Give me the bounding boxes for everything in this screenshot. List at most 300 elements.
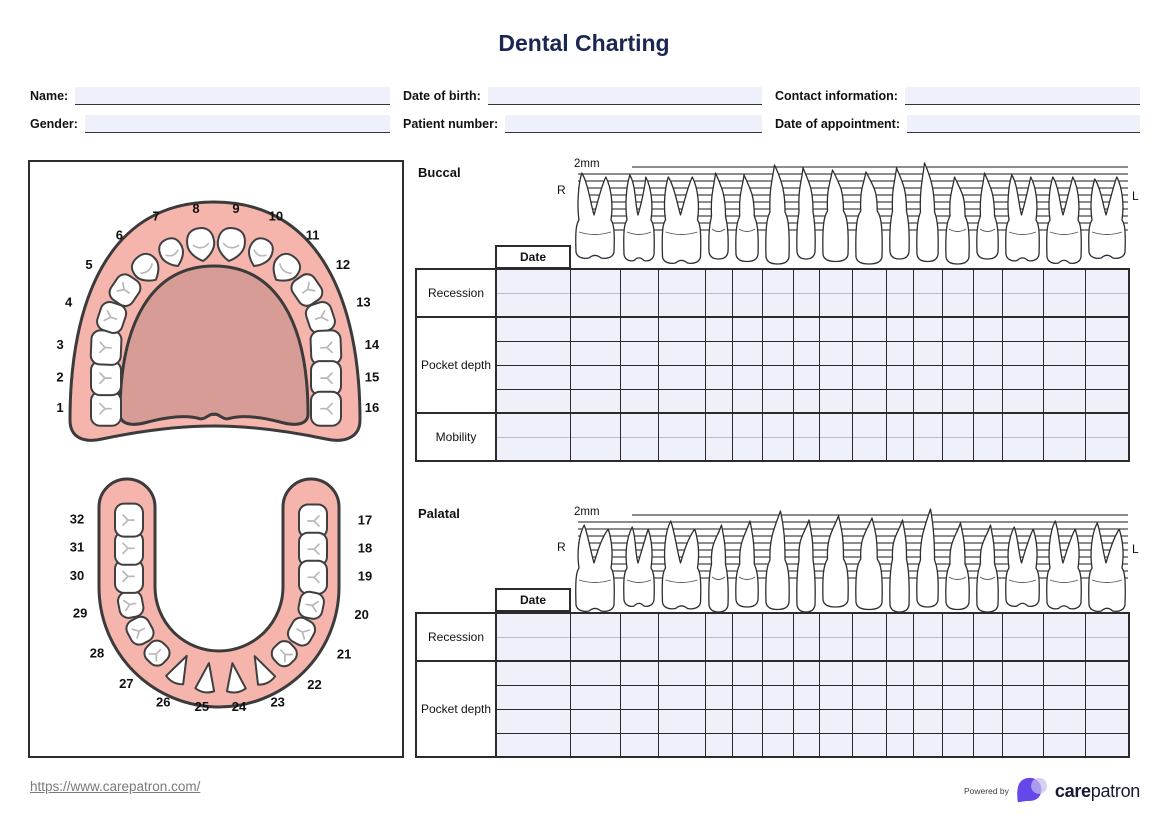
svg-text:11: 11 (305, 227, 320, 243)
grid-cell[interactable] (973, 637, 1002, 661)
grid-cell[interactable] (913, 637, 942, 661)
grid-cell[interactable] (886, 317, 913, 341)
name-input[interactable] (75, 87, 390, 105)
grid-cell[interactable] (496, 661, 570, 685)
grid-cell[interactable] (942, 341, 973, 365)
grid-cell[interactable] (886, 733, 913, 757)
grid-cell[interactable] (732, 709, 762, 733)
grid-cell[interactable] (732, 637, 762, 661)
grid-cell[interactable] (973, 341, 1002, 365)
grid-cell[interactable] (496, 709, 570, 733)
grid-cell[interactable] (973, 269, 1002, 293)
grid-cell[interactable] (1085, 389, 1129, 413)
grid-cell[interactable] (658, 685, 705, 709)
grid-cell[interactable] (570, 269, 620, 293)
grid-cell[interactable] (1085, 685, 1129, 709)
grid-cell[interactable] (793, 733, 819, 757)
svg-text:31: 31 (69, 539, 85, 555)
svg-text:19: 19 (357, 568, 373, 584)
grid-cell[interactable] (620, 269, 658, 293)
field-date-of-appointment (775, 113, 1140, 133)
grid-cell[interactable] (886, 637, 913, 661)
grid-cell[interactable] (1002, 733, 1043, 757)
grid-cell[interactable] (973, 365, 1002, 389)
grid-cell[interactable] (705, 709, 732, 733)
grid-cell[interactable] (658, 637, 705, 661)
svg-text:4: 4 (64, 294, 73, 310)
grid-cell[interactable] (732, 341, 762, 365)
grid-cell[interactable] (913, 733, 942, 757)
grid-cell[interactable] (658, 389, 705, 413)
grid-cell[interactable] (913, 709, 942, 733)
carepatron-logo-icon (1015, 776, 1049, 806)
grid-cell[interactable] (886, 269, 913, 293)
palatal-left-label: L (1132, 542, 1139, 556)
grid-cell[interactable] (1085, 365, 1129, 389)
grid-cell[interactable] (1002, 613, 1043, 637)
grid-cell[interactable] (1002, 685, 1043, 709)
grid-cell[interactable] (1002, 293, 1043, 317)
grid-cell[interactable] (1043, 661, 1085, 685)
grid-cell[interactable] (620, 389, 658, 413)
grid-cell[interactable] (913, 365, 942, 389)
grid-cell[interactable] (942, 661, 973, 685)
field-contact-information (775, 85, 1140, 105)
grid-cell[interactable] (705, 365, 732, 389)
name-label: Name: (30, 89, 69, 103)
grid-cell[interactable] (496, 437, 570, 461)
powered-by-label: Powered by (964, 786, 1009, 796)
grid-cell[interactable] (793, 269, 819, 293)
grid-cell[interactable] (762, 413, 793, 437)
grid-cell[interactable] (620, 437, 658, 461)
grid-cell[interactable] (1043, 389, 1085, 413)
svg-text:10: 10 (268, 208, 284, 224)
grid-cell[interactable] (658, 365, 705, 389)
grid-cell[interactable] (793, 437, 819, 461)
grid-cell[interactable] (496, 365, 570, 389)
grid-cell[interactable] (1002, 413, 1043, 437)
svg-text:7: 7 (152, 208, 160, 224)
grid-cell[interactable] (496, 317, 570, 341)
grid-cell[interactable] (658, 269, 705, 293)
grid-cell[interactable] (973, 733, 1002, 757)
buccal-chart-table (415, 268, 1130, 462)
row-label: Pocket depth (416, 317, 496, 413)
grid-cell[interactable] (705, 637, 732, 661)
grid-cell[interactable] (1002, 317, 1043, 341)
grid-cell[interactable] (570, 709, 620, 733)
grid-cell[interactable] (819, 685, 852, 709)
grid-cell[interactable] (570, 437, 620, 461)
grid-cell[interactable] (819, 413, 852, 437)
grid-cell[interactable] (620, 413, 658, 437)
grid-cell[interactable] (658, 709, 705, 733)
grid-cell[interactable] (1043, 437, 1085, 461)
svg-text:6: 6 (115, 227, 124, 243)
row-label: Pocket depth (416, 661, 496, 757)
grid-cell[interactable] (1002, 341, 1043, 365)
palatal-date-header: Date (495, 588, 571, 612)
svg-text:17: 17 (357, 512, 373, 528)
grid-cell[interactable] (705, 661, 732, 685)
grid-cell[interactable] (852, 437, 886, 461)
grid-cell[interactable] (620, 293, 658, 317)
grid-cell[interactable] (852, 709, 886, 733)
grid-cell[interactable] (1043, 413, 1085, 437)
grid-cell[interactable] (732, 293, 762, 317)
grid-cell[interactable] (570, 293, 620, 317)
svg-text:23: 23 (270, 694, 285, 710)
grid-cell[interactable] (1002, 437, 1043, 461)
grid-cell[interactable] (1085, 613, 1129, 637)
grid-cell[interactable] (1085, 269, 1129, 293)
grid-cell[interactable] (793, 709, 819, 733)
grid-cell[interactable] (496, 733, 570, 757)
grid-cell[interactable] (705, 733, 732, 757)
grid-cell[interactable] (852, 685, 886, 709)
palatal-scale-label: 2mm (574, 506, 600, 518)
grid-cell[interactable] (942, 365, 973, 389)
date-of-appointment-input[interactable] (907, 115, 1140, 133)
grid-cell[interactable] (1002, 365, 1043, 389)
grid-cell[interactable] (1043, 317, 1085, 341)
grid-cell[interactable] (973, 661, 1002, 685)
svg-text:29: 29 (72, 605, 88, 621)
grid-cell[interactable] (570, 365, 620, 389)
grid-cell[interactable] (913, 413, 942, 437)
grid-cell[interactable] (886, 413, 913, 437)
buccal-left-label: L (1132, 189, 1139, 203)
svg-text:5: 5 (85, 257, 93, 273)
grid-cell[interactable] (819, 709, 852, 733)
grid-cell[interactable] (762, 293, 793, 317)
grid-cell[interactable] (496, 637, 570, 661)
grid-cell[interactable] (852, 661, 886, 685)
grid-cell[interactable] (705, 317, 732, 341)
grid-cell[interactable] (570, 661, 620, 685)
grid-cell[interactable] (793, 685, 819, 709)
grid-cell[interactable] (819, 733, 852, 757)
grid-cell[interactable] (913, 317, 942, 341)
grid-cell[interactable] (1002, 269, 1043, 293)
brand-bold: care (1054, 780, 1091, 801)
grid-cell[interactable] (913, 437, 942, 461)
grid-cell[interactable] (762, 389, 793, 413)
svg-text:13: 13 (356, 294, 371, 310)
grid-cell[interactable] (973, 413, 1002, 437)
svg-text:20: 20 (354, 606, 369, 622)
grid-cell[interactable] (732, 437, 762, 461)
grid-cell[interactable] (620, 685, 658, 709)
grid-cell[interactable] (570, 733, 620, 757)
grid-cell[interactable] (819, 661, 852, 685)
grid-cell[interactable] (1085, 341, 1129, 365)
grid-cell[interactable] (496, 389, 570, 413)
grid-cell[interactable] (913, 685, 942, 709)
grid-cell[interactable] (913, 661, 942, 685)
grid-cell[interactable] (732, 685, 762, 709)
grid-cell[interactable] (705, 437, 732, 461)
grid-cell[interactable] (762, 709, 793, 733)
grid-cell[interactable] (496, 613, 570, 637)
grid-cell[interactable] (942, 389, 973, 413)
grid-cell[interactable] (620, 341, 658, 365)
grid-cell[interactable] (1043, 269, 1085, 293)
grid-cell[interactable] (620, 365, 658, 389)
carepatron-wordmark (1055, 781, 1140, 802)
palatal-teeth-roots-illustration (570, 508, 1135, 618)
grid-cell[interactable] (732, 613, 762, 637)
grid-cell[interactable] (570, 413, 620, 437)
grid-cell[interactable] (1043, 637, 1085, 661)
svg-text:26: 26 (155, 694, 171, 710)
grid-cell[interactable] (793, 413, 819, 437)
contact-information-input[interactable] (905, 87, 1140, 105)
grid-cell[interactable] (570, 637, 620, 661)
grid-cell[interactable] (973, 709, 1002, 733)
svg-text:15: 15 (364, 369, 380, 385)
grid-cell[interactable] (913, 389, 942, 413)
svg-text:21: 21 (336, 646, 352, 662)
grid-cell[interactable] (819, 613, 852, 637)
svg-text:9: 9 (232, 200, 240, 216)
grid-cell[interactable] (852, 293, 886, 317)
grid-cell[interactable] (819, 637, 852, 661)
grid-cell[interactable] (942, 685, 973, 709)
grid-cell[interactable] (705, 341, 732, 365)
grid-cell[interactable] (570, 341, 620, 365)
grid-cell[interactable] (973, 685, 1002, 709)
grid-cell[interactable] (973, 389, 1002, 413)
grid-cell[interactable] (942, 637, 973, 661)
grid-cell[interactable] (620, 317, 658, 341)
grid-cell[interactable] (1043, 365, 1085, 389)
gender-label: Gender: (30, 117, 78, 131)
grid-cell[interactable] (942, 733, 973, 757)
grid-cell[interactable] (705, 269, 732, 293)
svg-text:28: 28 (89, 645, 105, 661)
grid-cell[interactable] (732, 365, 762, 389)
grid-cell[interactable] (852, 733, 886, 757)
svg-text:16: 16 (364, 400, 380, 416)
grid-cell[interactable] (658, 437, 705, 461)
grid-cell[interactable] (762, 661, 793, 685)
patient-number-input[interactable] (505, 115, 762, 133)
grid-cell[interactable] (620, 637, 658, 661)
grid-cell[interactable] (852, 413, 886, 437)
grid-cell[interactable] (852, 269, 886, 293)
grid-cell[interactable] (732, 389, 762, 413)
grid-cell[interactable] (973, 317, 1002, 341)
grid-cell[interactable] (732, 269, 762, 293)
grid-cell[interactable] (1085, 413, 1129, 437)
grid-cell[interactable] (658, 317, 705, 341)
buccal-right-label: R (557, 183, 566, 197)
grid-cell[interactable] (705, 613, 732, 637)
grid-cell[interactable] (886, 613, 913, 637)
grid-cell[interactable] (658, 733, 705, 757)
grid-cell[interactable] (1085, 637, 1129, 661)
buccal-scale-label: 2mm (574, 158, 600, 170)
powered-by-badge (964, 776, 1140, 806)
grid-cell[interactable] (793, 661, 819, 685)
grid-cell[interactable] (819, 317, 852, 341)
svg-text:18: 18 (357, 540, 373, 556)
grid-cell[interactable] (620, 613, 658, 637)
grid-cell[interactable] (658, 341, 705, 365)
grid-cell[interactable] (1085, 733, 1129, 757)
grid-cell[interactable] (819, 365, 852, 389)
grid-cell[interactable] (793, 317, 819, 341)
grid-cell[interactable] (793, 389, 819, 413)
grid-cell[interactable] (762, 733, 793, 757)
grid-cell[interactable] (819, 389, 852, 413)
grid-cell[interactable] (762, 613, 793, 637)
date-of-appointment-label: Date of appointment: (775, 117, 900, 131)
grid-cell[interactable] (1002, 389, 1043, 413)
grid-cell[interactable] (658, 661, 705, 685)
grid-cell[interactable] (762, 685, 793, 709)
grid-cell[interactable] (705, 413, 732, 437)
grid-cell[interactable] (913, 293, 942, 317)
grid-cell[interactable] (570, 613, 620, 637)
grid-cell[interactable] (1043, 341, 1085, 365)
svg-text:1: 1 (56, 400, 64, 416)
grid-cell[interactable] (819, 437, 852, 461)
grid-cell[interactable] (886, 685, 913, 709)
grid-cell[interactable] (732, 317, 762, 341)
field-gender (30, 113, 390, 133)
grid-cell[interactable] (496, 269, 570, 293)
grid-cell[interactable] (705, 293, 732, 317)
grid-cell[interactable] (496, 685, 570, 709)
grid-cell[interactable] (886, 437, 913, 461)
grid-cell[interactable] (658, 413, 705, 437)
grid-cell[interactable] (942, 413, 973, 437)
grid-cell[interactable] (942, 293, 973, 317)
grid-cell[interactable] (762, 269, 793, 293)
grid-cell[interactable] (732, 413, 762, 437)
grid-cell[interactable] (1002, 661, 1043, 685)
grid-cell[interactable] (819, 293, 852, 317)
grid-cell[interactable] (1043, 709, 1085, 733)
grid-cell[interactable] (705, 685, 732, 709)
grid-cell[interactable] (620, 733, 658, 757)
grid-cell[interactable] (793, 293, 819, 317)
svg-text:25: 25 (194, 699, 210, 715)
grid-cell[interactable] (658, 293, 705, 317)
grid-cell[interactable] (762, 637, 793, 661)
grid-cell[interactable] (973, 437, 1002, 461)
grid-cell[interactable] (1002, 709, 1043, 733)
grid-cell[interactable] (886, 389, 913, 413)
grid-cell[interactable] (1085, 709, 1129, 733)
grid-cell[interactable] (570, 685, 620, 709)
grid-cell[interactable] (1085, 317, 1129, 341)
field-patient-number (403, 113, 762, 133)
grid-cell[interactable] (973, 293, 1002, 317)
row-label: Recession (416, 269, 496, 317)
grid-cell[interactable] (496, 293, 570, 317)
grid-cell[interactable] (1085, 661, 1129, 685)
grid-cell[interactable] (762, 437, 793, 461)
grid-cell[interactable] (1043, 613, 1085, 637)
grid-cell[interactable] (705, 389, 732, 413)
grid-cell[interactable] (732, 733, 762, 757)
grid-cell[interactable] (496, 413, 570, 437)
grid-cell[interactable] (1085, 293, 1129, 317)
grid-cell[interactable] (1043, 733, 1085, 757)
grid-cell[interactable] (852, 341, 886, 365)
grid-cell[interactable] (570, 389, 620, 413)
grid-cell[interactable] (942, 613, 973, 637)
palatal-chart-table (415, 612, 1130, 758)
grid-cell[interactable] (819, 269, 852, 293)
grid-cell[interactable] (886, 709, 913, 733)
grid-cell[interactable] (658, 613, 705, 637)
date-of-birth-input[interactable] (488, 87, 762, 105)
grid-cell[interactable] (793, 613, 819, 637)
grid-cell[interactable] (793, 365, 819, 389)
grid-cell[interactable] (496, 341, 570, 365)
grid-cell[interactable] (620, 709, 658, 733)
grid-cell[interactable] (762, 341, 793, 365)
grid-cell[interactable] (913, 341, 942, 365)
grid-cell[interactable] (942, 709, 973, 733)
grid-cell[interactable] (886, 661, 913, 685)
svg-text:12: 12 (335, 256, 351, 272)
grid-cell[interactable] (913, 613, 942, 637)
grid-cell[interactable] (762, 365, 793, 389)
grid-cell[interactable] (852, 317, 886, 341)
palatal-right-label: R (557, 540, 566, 554)
grid-cell[interactable] (973, 613, 1002, 637)
grid-cell[interactable] (793, 341, 819, 365)
grid-cell[interactable] (732, 661, 762, 685)
grid-cell[interactable] (942, 269, 973, 293)
svg-text:32: 32 (69, 511, 85, 527)
grid-cell[interactable] (570, 317, 620, 341)
grid-cell[interactable] (1002, 637, 1043, 661)
grid-cell[interactable] (942, 317, 973, 341)
grid-cell[interactable] (852, 613, 886, 637)
grid-cell[interactable] (1043, 293, 1085, 317)
grid-cell[interactable] (913, 269, 942, 293)
grid-cell[interactable] (886, 341, 913, 365)
buccal-teeth-roots-illustration (570, 160, 1135, 270)
buccal-section-label: Buccal (418, 165, 461, 180)
grid-cell[interactable] (1043, 685, 1085, 709)
grid-cell[interactable] (762, 317, 793, 341)
carepatron-link[interactable]: https://www.carepatron.com/ (30, 779, 201, 794)
buccal-date-header: Date (495, 245, 571, 269)
grid-cell[interactable] (886, 365, 913, 389)
grid-cell[interactable] (1085, 437, 1129, 461)
dental-arches-diagram (30, 162, 398, 752)
grid-cell[interactable] (852, 389, 886, 413)
grid-cell[interactable] (620, 661, 658, 685)
grid-cell[interactable] (852, 365, 886, 389)
contact-information-label: Contact information: (775, 89, 898, 103)
gender-input[interactable] (85, 115, 390, 133)
grid-cell[interactable] (819, 341, 852, 365)
grid-cell[interactable] (852, 637, 886, 661)
grid-cell[interactable] (793, 637, 819, 661)
svg-text:2: 2 (56, 369, 64, 385)
grid-cell[interactable] (942, 437, 973, 461)
grid-cell[interactable] (886, 293, 913, 317)
